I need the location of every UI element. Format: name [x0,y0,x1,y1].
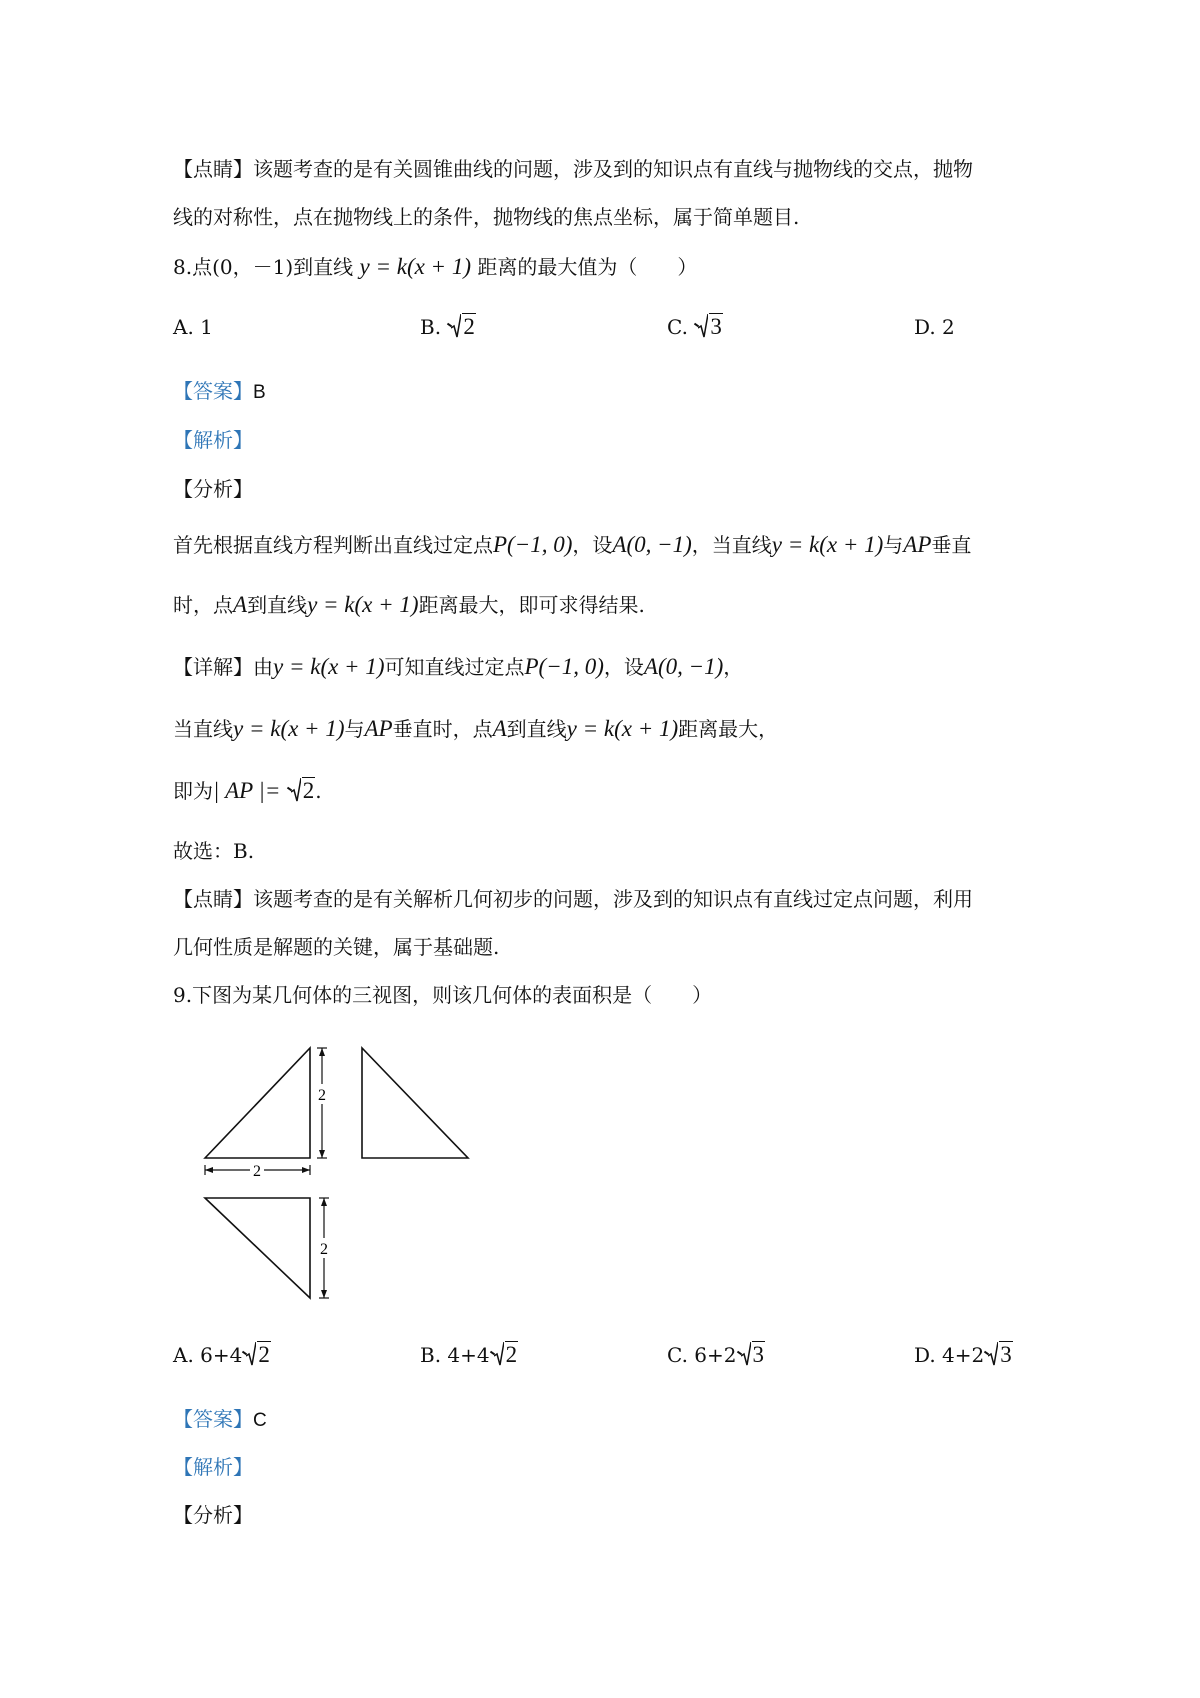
sqrt-value: 2 [490,1340,519,1370]
front-height-label: 2 [318,1087,326,1104]
sqrt-value: 2 [447,312,476,342]
q8-stem [173,252,697,282]
note-text: 该题考查的是有关圆锥曲线的问题，涉及到的知识点有直线与抛物线的交点，抛物 [253,157,973,181]
q9-answer [173,1404,267,1436]
q8-stem-prefix: 8.点(0，－1)到直线 [173,255,354,279]
line-equation: y = k(x + 1) [359,254,471,279]
note-text: 线的对称性，点在抛物线上的条件，抛物线的焦点坐标，属于简单题目. [173,205,800,229]
q9-option-d: D. 4+2 3 [914,1340,1013,1370]
side-view-triangle [362,1048,468,1158]
q8-stem-suffix: 距离的最大值为（ ） [477,255,698,279]
note-tag: 【点睛】 [173,157,253,181]
option-label: B. [420,315,442,339]
q8-detail-2: 当直线y = k(x + 1)与AP垂直时，点A到直线y = k(x + 1)距离最大， [173,716,779,741]
q8-analysis-1: 首先根据直线方程判断出直线过定点P(−1, 0)，设A(0, −1)，当直线y = k(x + 1)与AP垂直 [173,532,972,557]
q8-detail-1: 【详解】由y = k(x + 1)可知直线过定点P(−1, 0)，设A(0, −1)， [173,654,744,679]
q8-note-2: 几何性质是解题的关键，属于基础题. [173,935,500,959]
sqrt-value: 2 [242,1340,271,1370]
answer-tag: 【答案】 [173,1407,253,1431]
sqrt-value: 3 [694,312,723,342]
q8-option-b [420,312,476,342]
q8-choose: 故选：B. [173,839,255,863]
three-view-diagram [180,1030,500,1310]
prev-note-line-2 [173,202,799,232]
q8-option-d: D. 2 [914,315,955,339]
q8-note-1: 【点睛】该题考查的是有关解析几何初步的问题，涉及到的知识点有直线过定点问题，利用 [173,887,973,911]
q9-option-c: C. 6+2 3 [667,1340,765,1370]
prev-note-line-1 [173,154,973,184]
q8-answer [173,376,266,408]
sqrt-value: 2 [287,776,316,806]
option-label: C. [667,315,688,339]
q8-option-c [667,312,723,342]
sqrt-value: 3 [984,1340,1013,1370]
q9-option-a: A. 6+4 2 [173,1340,271,1370]
top-height-label: 2 [320,1241,328,1258]
q8-fenxi: 【分析】 [173,477,253,501]
detail-tag: 【详解】 [173,655,253,679]
q9-fenxi: 【分析】 [173,1503,253,1527]
top-view-triangle [205,1198,310,1298]
q9-stem: 9.下图为某几何体的三视图，则该几何体的表面积是（ ） [173,983,713,1007]
front-view-triangle [205,1048,310,1158]
q8-option-a: A. 1 [173,315,213,339]
q9-option-b: B. 4+4 2 [420,1340,518,1370]
q8-jiexi: 【解析】 [173,428,253,452]
front-width-label: 2 [253,1163,261,1180]
q8-detail-3: 即为| AP |= 2. [173,776,322,806]
sqrt-value: 3 [737,1340,766,1370]
answer-tag: 【答案】 [173,379,253,403]
answer-value: C [253,1410,267,1431]
answer-value: B [253,382,266,403]
q9-jiexi: 【解析】 [173,1455,253,1479]
q8-analysis-2: 时，点A到直线y = k(x + 1)距离最大，即可求得结果. [173,592,645,617]
